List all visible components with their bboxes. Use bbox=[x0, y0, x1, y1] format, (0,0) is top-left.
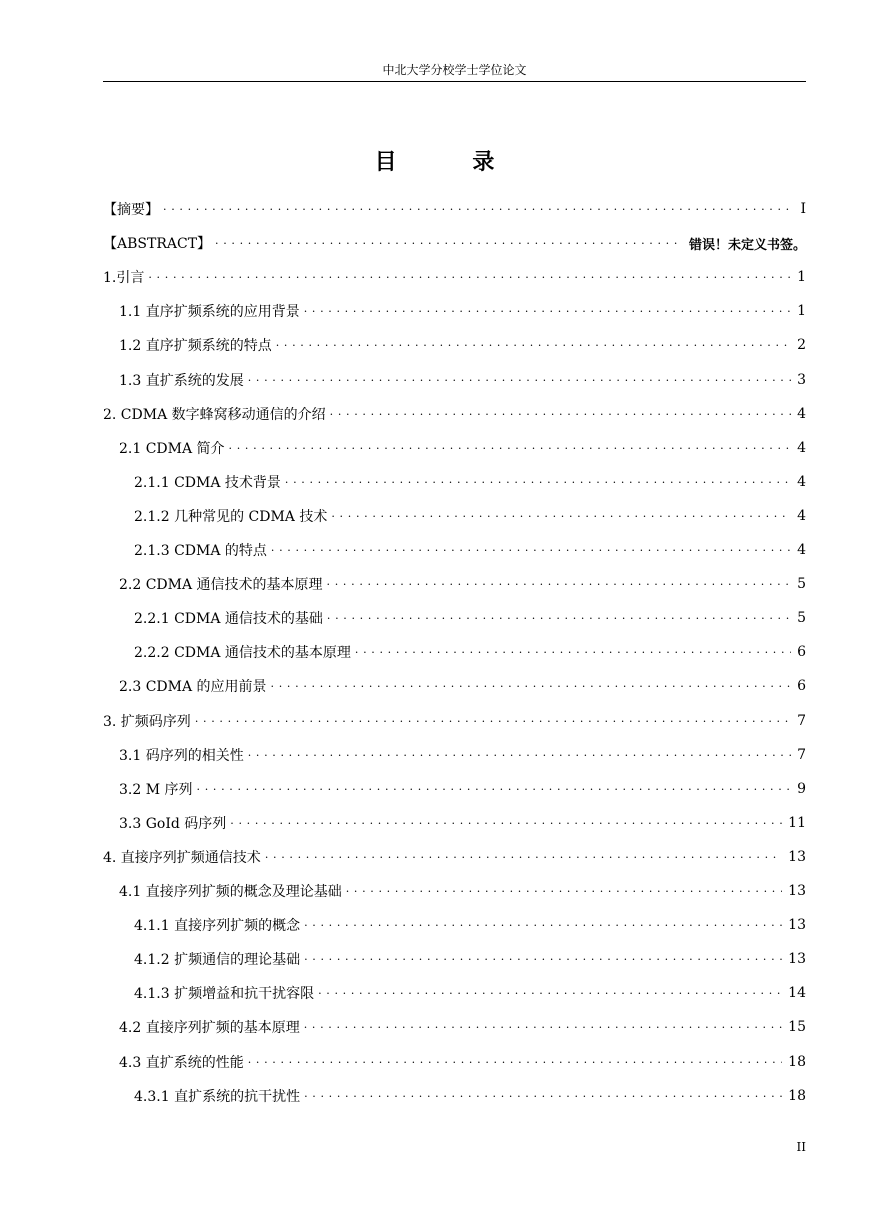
toc-entry-label: 3.1 码序列的相关性 bbox=[119, 747, 244, 764]
toc-entry-label: 4.1.1 直接序列扩频的概念 bbox=[134, 918, 301, 935]
toc-entry[interactable] bbox=[103, 878, 806, 904]
toc-entry[interactable] bbox=[103, 537, 806, 563]
toc-entry[interactable] bbox=[103, 673, 806, 699]
toc-entry-page: 7 bbox=[797, 712, 806, 729]
toc-entry-label: 4.3 直扩系统的性能 bbox=[119, 1054, 244, 1071]
toc-dot-leader bbox=[248, 742, 791, 768]
toc-entry-page: 15 bbox=[788, 1019, 806, 1036]
toc-entry-page: 4 bbox=[797, 542, 806, 558]
toc-dot-leader bbox=[304, 946, 782, 972]
toc-dot-leader bbox=[195, 708, 791, 734]
toc-dot-leader bbox=[148, 264, 791, 290]
toc-entry-label: 2.1.3 CDMA 的特点 bbox=[134, 543, 267, 559]
toc-entry-page: 4 bbox=[797, 439, 806, 456]
toc-entry-label: 【摘要】 bbox=[103, 202, 159, 218]
toc-entry-page: 13 bbox=[788, 883, 806, 899]
toc-entry-label: 3. 扩频码序列 bbox=[103, 713, 191, 730]
toc-entry-page: 1 bbox=[797, 303, 806, 320]
toc-entry-label: 1.1 直序扩频系统的应用背景 bbox=[119, 304, 300, 321]
toc-entry[interactable] bbox=[103, 264, 806, 290]
toc-dot-leader bbox=[346, 878, 782, 904]
toc-entry[interactable] bbox=[103, 912, 806, 938]
toc-dot-leader bbox=[163, 196, 792, 222]
toc-entry-page: 3 bbox=[797, 371, 806, 388]
toc-entry-label: 2.2.2 CDMA 通信技术的基本原理 bbox=[134, 645, 351, 662]
toc-entry[interactable] bbox=[103, 196, 806, 222]
toc-entry-page: 1 bbox=[797, 269, 806, 286]
toc-dot-leader bbox=[304, 1083, 782, 1109]
toc-entry[interactable] bbox=[103, 298, 806, 324]
toc-dot-leader bbox=[327, 605, 791, 631]
toc-entry-label: 3.2 M 序列 bbox=[119, 781, 193, 798]
toc-entry-page: 4 bbox=[797, 405, 806, 422]
toc-entry[interactable] bbox=[103, 946, 806, 972]
running-header: 中北大学分校学士学位论文 bbox=[382, 63, 527, 77]
toc-entry-page: 13 bbox=[788, 951, 806, 968]
toc-entry-page: 6 bbox=[797, 644, 806, 661]
toc-entry[interactable] bbox=[103, 503, 806, 529]
toc-entry-page: 13 bbox=[788, 848, 806, 865]
toc-entry-label: 2. CDMA 数字蜂窝移动通信的介绍 bbox=[103, 406, 326, 423]
toc-entry[interactable] bbox=[103, 639, 806, 665]
toc-entry-page: 14 bbox=[788, 985, 806, 1002]
toc-entry[interactable] bbox=[103, 401, 806, 427]
toc-entry[interactable] bbox=[103, 230, 806, 256]
toc-entry-page: 4 bbox=[797, 473, 806, 490]
toc-entry-label: 2.1.1 CDMA 技术背景 bbox=[134, 474, 281, 491]
toc-entry-label: 4.3.1 直扩系统的抗干扰性 bbox=[134, 1088, 301, 1105]
toc-entry-label: 4. 直接序列扩频通信技术 bbox=[103, 849, 261, 866]
toc-dot-leader bbox=[276, 332, 791, 358]
toc-entry-page: 2 bbox=[797, 337, 806, 354]
toc-entry[interactable] bbox=[103, 980, 806, 1006]
toc-entry-label: 1.引言 bbox=[103, 270, 145, 287]
toc-entry[interactable] bbox=[103, 1014, 806, 1040]
toc-entry[interactable] bbox=[103, 435, 806, 461]
toc-entry[interactable] bbox=[103, 810, 806, 836]
toc-entry-page: 11 bbox=[788, 814, 806, 831]
toc-entry-label: 2.2.1 CDMA 通信技术的基础 bbox=[134, 611, 323, 628]
toc-entry[interactable] bbox=[103, 367, 806, 393]
toc-entry-label: 4.1.2 扩频通信的理论基础 bbox=[134, 952, 301, 969]
toc-entry[interactable] bbox=[103, 332, 806, 358]
toc-entry-label: 【ABSTRACT】 bbox=[103, 236, 212, 253]
toc-dot-leader bbox=[197, 776, 792, 802]
toc-entry-label: 2.1 CDMA 简介 bbox=[119, 440, 225, 457]
toc-entry[interactable] bbox=[103, 742, 806, 768]
toc-dot-leader bbox=[265, 844, 782, 870]
toc-entry-page: 7 bbox=[797, 746, 806, 763]
toc-entry[interactable] bbox=[103, 1083, 806, 1109]
toc-entry-page: 13 bbox=[788, 917, 806, 934]
toc-entry-label: 3.3 GoId 码序列 bbox=[119, 815, 227, 832]
toc-entry-label: 4.1.3 扩频增益和抗干扰容限 bbox=[134, 986, 315, 1003]
toc-entry-page: 18 bbox=[788, 1053, 806, 1070]
toc-dot-leader bbox=[318, 980, 782, 1006]
toc-entry-page: 6 bbox=[797, 678, 806, 695]
toc-entry-page: 9 bbox=[797, 780, 806, 797]
header-rule bbox=[103, 81, 806, 82]
toc-dot-leader bbox=[304, 912, 782, 938]
toc-dot-leader bbox=[248, 1049, 782, 1075]
toc-entry-page: 5 bbox=[797, 610, 806, 627]
page-number: II bbox=[796, 1140, 806, 1154]
toc-dot-leader bbox=[355, 639, 791, 665]
toc-entry-page: 4 bbox=[797, 507, 806, 524]
toc-dot-leader bbox=[285, 469, 791, 495]
toc-entry-page: 5 bbox=[797, 576, 806, 593]
toc-entry-label: 4.1 直接序列扩频的概念及理论基础 bbox=[119, 884, 342, 900]
toc-dot-leader bbox=[230, 810, 782, 836]
toc-entry-label: 2.1.2 几种常见的 CDMA 技术 bbox=[134, 508, 328, 525]
toc-entry-label: 1.2 直序扩频系统的特点 bbox=[119, 338, 272, 355]
toc-dot-leader bbox=[271, 673, 792, 699]
toc-title: 目 录 bbox=[374, 150, 529, 175]
toc-dot-leader bbox=[304, 1014, 782, 1040]
toc-entry-label: 4.2 直接序列扩频的基本原理 bbox=[119, 1020, 300, 1037]
toc-dot-leader bbox=[331, 503, 791, 529]
toc-dot-leader bbox=[327, 571, 792, 597]
toc-entry[interactable] bbox=[103, 605, 806, 631]
toc-entry[interactable] bbox=[103, 1049, 806, 1075]
toc-dot-leader bbox=[304, 298, 791, 324]
toc-entry[interactable] bbox=[103, 469, 806, 495]
toc-dot-leader bbox=[271, 537, 791, 563]
toc-entry-page: I bbox=[800, 201, 806, 217]
toc-entry-page: 18 bbox=[788, 1087, 806, 1104]
toc-entry-label: 2.3 CDMA 的应用前景 bbox=[119, 679, 267, 696]
toc-dot-leader bbox=[229, 435, 792, 461]
toc-entry[interactable] bbox=[103, 571, 806, 597]
toc-entry[interactable] bbox=[103, 776, 806, 802]
toc-entry[interactable] bbox=[103, 708, 806, 734]
toc-entry-page: 错误！未定义书签。 bbox=[688, 237, 806, 253]
toc-entry[interactable] bbox=[103, 844, 806, 870]
toc-entry-label: 1.3 直扩系统的发展 bbox=[119, 372, 244, 389]
toc-dot-leader bbox=[248, 367, 791, 393]
toc-entry-label: 2.2 CDMA 通信技术的基本原理 bbox=[119, 577, 323, 594]
toc-dot-leader bbox=[215, 230, 683, 256]
toc-dot-leader bbox=[330, 401, 791, 427]
